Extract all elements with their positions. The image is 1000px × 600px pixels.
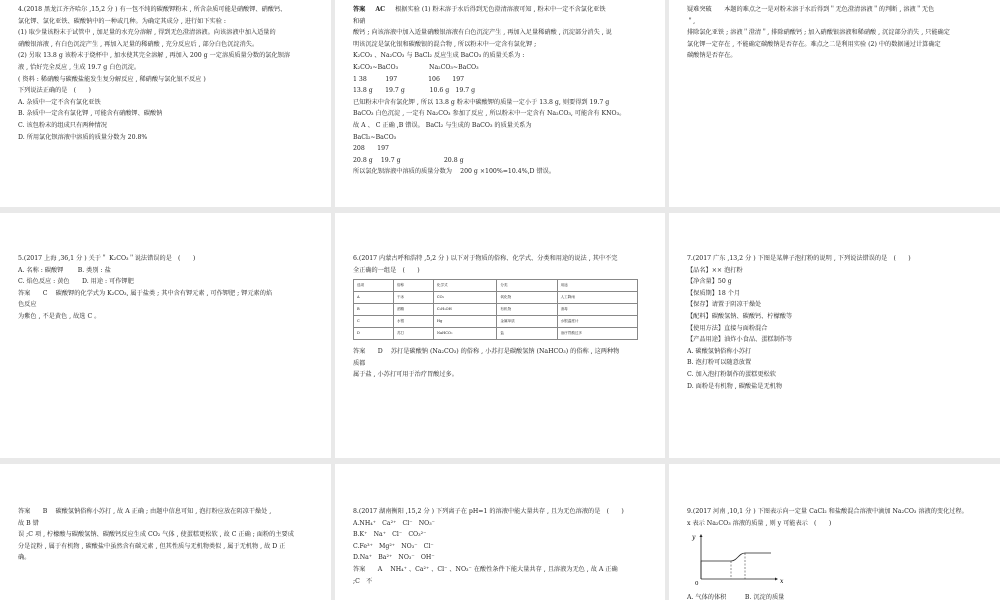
answer-card-7 <box>0 464 331 600</box>
answer-card-4 <box>335 0 665 207</box>
text-line: C. 加入泡打粉制作的蛋糕更松软 <box>687 370 776 378</box>
text-line: 质都 <box>353 359 366 367</box>
table-cell: 化学式 <box>433 280 497 292</box>
table-cell: 酒精 <box>393 304 433 316</box>
text-line: B.K⁺ Na⁺ Cl⁻ CO₃²⁻ <box>353 531 427 539</box>
answer-text: 根据实验 (1) 粉末溶于水后得到无色澄清溶液可知 , 粉末中一定不含氯化亚铁 <box>395 6 606 13</box>
text-line: 为紫色 , 不是黄色 , 故选 C 。 <box>18 312 101 320</box>
text-line: 【净含量】50 g <box>687 278 732 286</box>
text-line: 疑难突破 本题的难点之一是对粉末溶于水后得到＂无色澄清溶液＂的判断 , 溶液＂无色 <box>687 6 935 13</box>
text-line: 20.8 g 19.7 g 20.8 g <box>353 156 464 164</box>
text-line: 氯化钾、氯化亚铁、碳酸钠中的一种或几种。为确定其成分 , 进行如下实验 : <box>18 17 226 25</box>
question-card-7 <box>669 213 1000 458</box>
table-cell: B <box>354 304 394 316</box>
text-line: 答案 B 碳酸氢钠俗称小苏打 , 故 A 正确 ; 由题中信息可知 , 泡打粉应放在阴凉干燥处 , <box>18 508 272 515</box>
text-line: 明该沉淀是氯化银和碳酸银的混合物 , 所以粉末中一定含有氯化钾 ; <box>353 40 537 48</box>
question-card-6 <box>335 213 665 458</box>
table-cell: D <box>354 328 394 340</box>
text-line: 【使用方法】直接与面粉混合 <box>687 324 768 332</box>
text-line: 1 38 197 106 197 <box>353 75 465 83</box>
text-line: 液 , 恰好完全反应 , 生成 19.7 g 白色沉淀。 <box>18 63 141 71</box>
text-line: 全正确的一组是 ( ) <box>353 266 420 274</box>
text-line: 【保存】请置于阴凉干燥处 <box>687 301 762 309</box>
text-line: ＂, <box>687 17 696 25</box>
table-row <box>354 292 638 304</box>
text-line: 属于盐 , 小苏打可用于治疗胃酸过多。 <box>353 371 458 379</box>
origin-label: 0 <box>695 581 699 588</box>
text-line: 8.(2017 湖南衡阳 ,15,2 分 ) 下列离子在 pH=1 的溶液中能大量共存 , 且为无色溶液的是 ( ) <box>353 508 624 515</box>
x-axis-label: x <box>780 578 784 586</box>
text-line: 色反应 <box>18 301 37 309</box>
text-line: C. 焰色反应 : 黄色 D. 用途 : 可作钾肥 <box>18 278 134 286</box>
text-line: 排除氯化亚铁 ; 溶液＂澄清＂, 排除硝酸钙 ; 加入硝酸银溶液和稀硝酸 , 沉淀部分消失 , 只能确定 <box>687 29 950 37</box>
text-line: 碳酸钠是否存在。 <box>687 52 737 60</box>
table-cell: 治疗胃酸过多 <box>557 328 637 340</box>
answer-line <box>353 4 655 16</box>
text-line: 答案 C 碳酸钾的化学式为 K₂CO₃, 属于盐类 ; 其中含有钾元素 , 可作钾肥 ; 钾元素的焰 <box>18 289 273 297</box>
text-line: 答案 A NH₄⁺ 、Ca²⁺ 、Cl⁻ 、NO₃⁻ 在酸性条件下能大量共存 , 且溶液为无色 , 故 A 正确 <box>353 565 618 573</box>
substance-table <box>353 279 638 340</box>
table-cell: 俗称 <box>393 280 433 292</box>
table-cell: CO₂ <box>433 292 497 304</box>
text-line: 6.(2017 内蒙古呼和浩特 ,5,2 分 ) 以下对于物质的俗称、化学式、分类和用途的说法 , 其中不完 <box>353 255 618 262</box>
text-line: 下列说法正确的是 ( ) <box>18 87 91 95</box>
text-line: 13.8 g 19.7 g 10.6 g 19.7 g <box>353 87 476 95</box>
table-cell: 选项 <box>354 280 394 292</box>
question-card-8 <box>335 464 665 600</box>
table-row <box>354 316 638 328</box>
graph-figure <box>687 531 797 587</box>
answer-key: AC <box>375 6 386 13</box>
text-line: 【产品用途】油炸小食品、蛋糕制作等 <box>687 336 793 344</box>
text-line: 氯化钾一定存在 , 不能确定碳酸钠是否存在。难点之二是利用实验 (2) 中的数据通过计算确定 <box>687 40 941 48</box>
table-cell: A <box>354 292 394 304</box>
question-card-4 <box>0 0 331 207</box>
text-line: 9.(2017 河南 ,10,1 分 ) 下图表示向一定量 CaCl₂ 和盐酸混合溶液中滴加 Na₂CO₃ 溶液的变化过程。 <box>687 508 968 515</box>
text-line: A. 名称 : 碳酸钾 B. 类别 : 盐 <box>18 266 111 274</box>
text-line: ( 资料 : 稀硝酸与碳酸盐能发生复分解反应 , 稀硝酸与氯化银不反应 ) <box>18 75 206 83</box>
text-line: C. 该包粉末的组成只有两种情况 <box>18 121 107 129</box>
text-line: ;C 不 <box>353 577 373 585</box>
text-line: 208 197 <box>353 145 389 153</box>
text-line: B. 泡打粉可以随意放置 <box>687 359 752 367</box>
text-line: K₂CO₃ 、Na₂CO₃ 与 BaCl₂ 反应生成 BaCO₃ 的质量关系为 : <box>353 52 525 60</box>
text-line: BaCl₂~BaCO₃ <box>353 133 397 141</box>
text-line: A. 气体的体积 B. 沉淀的质量 <box>687 593 785 600</box>
text-line: x 表示 Na₂CO₃ 溶液的质量 , 则 y 可能表示 ( ) <box>687 519 832 527</box>
text-line: C.Fe³⁺ Mg²⁺ NO₃⁻ Cl⁻ <box>353 542 434 550</box>
table-cell: 干冰 <box>393 292 433 304</box>
text-line: 已知粉末中含有氯化钾 , 所以 13.8 g 粉末中碳酸钾的质量一定小于 13.8 g, 则要得到 19.7 g <box>353 98 610 106</box>
text-line: 硝酸银溶液 , 有白色沉淀产生 , 再加入足量的稀硝酸 , 充分反应后 , 部分白色沉淀消失。 <box>18 40 259 48</box>
table-cell: 水银温度计 <box>557 316 637 328</box>
text-line: 分是淀粉 , 属于有机物 , 碳酸盐中虽然含有碳元素 , 但其性质与无机物类似 , 属于无机物 , 故 D 正 <box>18 542 286 550</box>
table-cell: 盐 <box>497 328 557 340</box>
text-line: 和硝 <box>353 17 366 25</box>
text-line: 5.(2017 上海 ,36,1 分 ) 关于＂ K₂CO₃＂说法错误的是 ( ) <box>18 255 196 262</box>
text-line: D.Na⁺ Ba²⁺ NO₃⁻ OH⁻ <box>353 554 435 562</box>
text-line: 【配料】碳酸氢钠、碳酸钙、柠檬酸等 <box>687 312 793 320</box>
text-line: 所以氯化钡溶液中溶质的质量分数为 200 g ×100%=10.4%,D 错误。 <box>353 168 556 176</box>
difficulty-card-4 <box>669 0 1000 207</box>
table-row <box>354 280 638 292</box>
table-cell: C₂H₅OH <box>433 304 497 316</box>
text-line: D. 面粉是有机物 , 碳酸盐是无机物 <box>687 382 783 390</box>
table-cell: C <box>354 316 394 328</box>
table-row <box>354 328 638 340</box>
text-line: (2) 另取 13.8 g 该粉末于烧杯中 , 加水使其完全溶解 , 再加入 200 g 一定溶质质量分数的氯化钡溶 <box>18 52 291 60</box>
table-cell: 有机物 <box>497 304 557 316</box>
table-cell: 金属单质 <box>497 316 557 328</box>
text-line: 故 A 、 C 正确 ,B 错误。 BaCl₂ 与生成的 BaCO₃ 的质量关系为 <box>353 121 532 129</box>
table-cell: NaHCO₃ <box>433 328 497 340</box>
question-card-5 <box>0 213 331 458</box>
table-cell: 苏打 <box>393 328 433 340</box>
table-cell: 人工降雨 <box>557 292 637 304</box>
text-line: 【品名】×× 泡打粉 <box>687 266 743 274</box>
text-line: B. 杂质中一定含有氯化钾 , 可能含有硝酸钾、碳酸钠 <box>18 110 163 118</box>
text-line: 【保质期】18 个月 <box>687 289 741 297</box>
table-cell: 氧化物 <box>497 292 557 304</box>
table-cell: 消毒 <box>557 304 637 316</box>
question-card-9 <box>669 464 1000 600</box>
text-line: BaCO₃ 白色沉淀 , 一定有 Na₂CO₃ 参加了反应 , 所以粉末中一定含有 Na₂CO₃, 可能含有 KNO₃。 <box>353 110 626 118</box>
text-line: A. 碳酸氢钠俗称小苏打 <box>687 347 752 355</box>
text-line: D. 所用氯化钡溶液中溶质的质量分数为 20.8% <box>18 133 148 141</box>
text-line: (1) 取少量该粉末于试管中 , 加足量的水充分溶解 , 得到无色澄清溶液。向该溶液中加入适量的 <box>18 29 276 37</box>
text-line: A.NH₄⁺ Ca²⁺ Cl⁻ NO₃⁻ <box>353 519 435 527</box>
text-line: 误 ;C 项 , 柠檬酸与碳酸氢钠、碳酸钙反应生成 CO₂ 气体 , 使蛋糕更松软 , 故 C 正确 ; 面粉的主要成 <box>18 531 294 539</box>
text-line: A. 杂质中一定不含有氯化亚铁 <box>18 98 101 106</box>
text-line: 酸钙 ; 向该溶液中加入适量硝酸银溶液有白色沉淀产生 , 再加入足量稀硝酸 , 沉淀部分消失 , 说 <box>353 29 612 37</box>
table-cell: Hg <box>433 316 497 328</box>
answer-label: 答案 <box>353 6 366 13</box>
table-cell: 用途 <box>557 280 637 292</box>
table-cell: 分类 <box>497 280 557 292</box>
text-line: 4.(2018 黑龙江齐齐哈尔 ,15,2 分 ) 有一包不纯的碳酸钾粉末 , 所含杂质可能是硝酸钾、硝酸钙、 <box>18 6 287 13</box>
text-line: 7.(2017 广东 ,13,2 分 ) 下图是某牌子泡打粉的说明 , 下列说法错误的是 ( ) <box>687 255 911 262</box>
table-cell: 水银 <box>393 316 433 328</box>
table-row <box>354 304 638 316</box>
text-line: 确。 <box>18 554 31 562</box>
text-line: 答案 D 苏打是碳酸钠 (Na₂CO₃) 的俗称 , 小苏打是碳酸氢钠 (NaHCO₃) 的俗称 , 这两种物 <box>353 348 620 356</box>
y-axis-label: y <box>692 534 696 542</box>
text-line: 故 B 错 <box>18 519 39 527</box>
text-line: K₂CO₃~BaCO₃ Na₂CO₃~BaCO₃ <box>353 63 479 71</box>
